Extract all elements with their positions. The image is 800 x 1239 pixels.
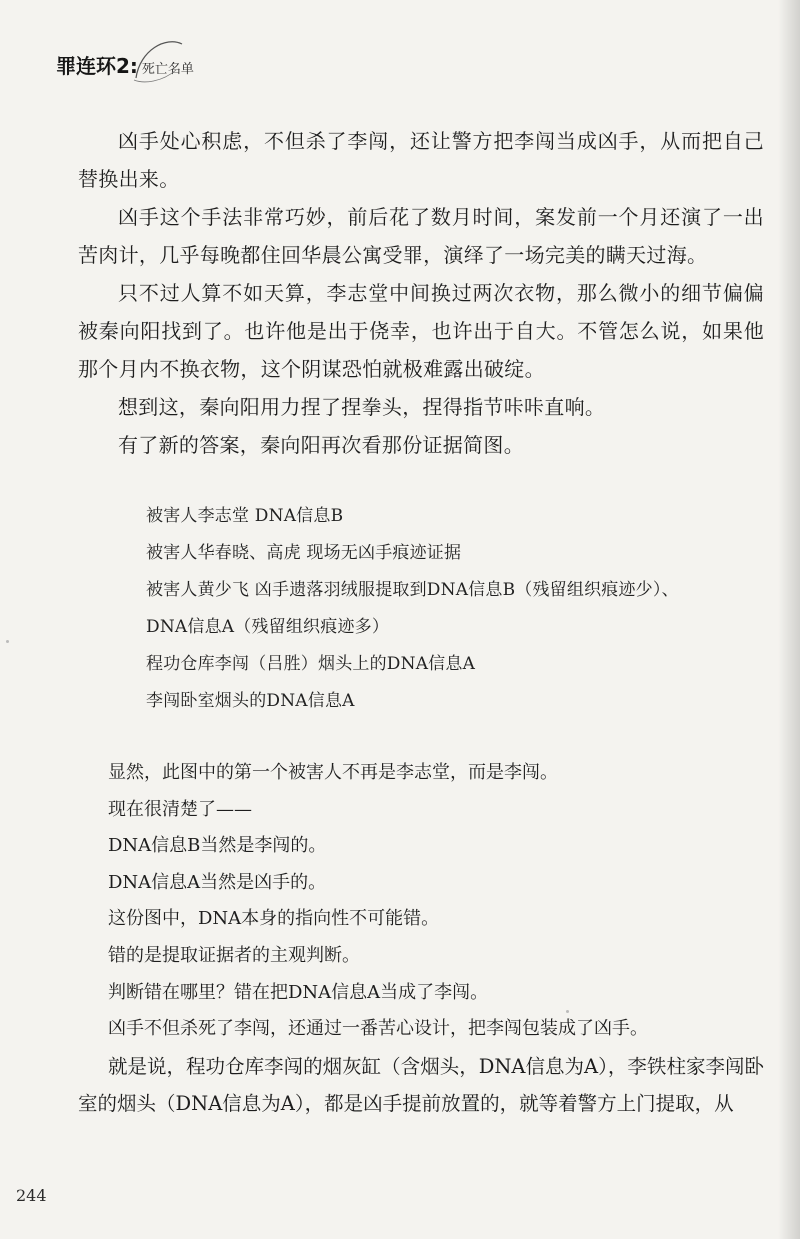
body-text-upper — [78, 122, 764, 464]
body-text-lower — [78, 755, 764, 1122]
book-title: 罪连环2: — [56, 53, 138, 78]
paper-speck — [6, 640, 9, 643]
evidence-line: 被害人黄少飞 凶手遗落羽绒服提取到DNA信息B（残留组织痕迹少）、 — [146, 580, 679, 600]
paragraph: 只不过人算不如天算，李志堂中间换过两次衣物，那么微小的细节偏偏被秦向阳找到了。也许他是出于侥幸，也许出于自大。不管怎么说，如果他那个月内不换衣物，这个阴谋恐怕就极难露出破绽。 — [78, 281, 764, 381]
book-subtitle: 死亡名单 — [141, 61, 194, 77]
evidence-diagram-list — [146, 498, 786, 720]
evidence-line: 程功仓库李闯（吕胜）烟头上的DNA信息A — [146, 654, 476, 674]
text-line: 错的是提取证据者的主观判断。 — [108, 944, 360, 966]
text-line: 凶手不但杀死了李闯，还通过一番苦心设计，把李闯包装成了凶手。 — [108, 1018, 648, 1040]
paper-speck — [566, 1010, 569, 1013]
header-ornament-icon — [126, 30, 186, 90]
paragraph: 凶手处心积虑，不但杀了李闯，还让警方把李闯当成凶手，从而把自己替换出来。 — [78, 129, 764, 191]
running-header — [56, 44, 194, 84]
paragraph: 有了新的答案，秦向阳再次看那份证据简图。 — [118, 433, 524, 457]
text-line: 显然，此图中的第一个被害人不再是李志堂，而是李闯。 — [108, 762, 558, 783]
page-number: 244 — [16, 1186, 47, 1205]
evidence-line: DNA信息A（残留组织痕迹多） — [146, 617, 390, 637]
paragraph: 凶手这个手法非常巧妙，前后花了数月时间，案发前一个月还演了一出苦肉计，几乎每晚都住回华晨公寓受罪，演绎了一场完美的瞒天过海。 — [78, 205, 764, 267]
evidence-line: 李闯卧室烟头的DNA信息A — [146, 691, 355, 711]
paragraph: 想到这，秦向阳用力捏了捏拳头，捏得指节咔咔直响。 — [118, 395, 606, 419]
text-line: 判断错在哪里？错在把DNA信息A当成了李闯。 — [108, 981, 489, 1003]
text-line: 这份图中，DNA本身的指向性不可能错。 — [108, 908, 440, 930]
text-line: 现在很清楚了—— — [108, 798, 252, 820]
text-line: DNA信息A当然是凶手的。 — [108, 871, 327, 893]
evidence-line: 被害人李志堂 DNA信息B — [146, 506, 344, 526]
evidence-line: 被害人华春晓、高虎 现场无凶手痕迹证据 — [146, 543, 462, 563]
paragraph: 就是说，程功仓库李闯的烟灰缸（含烟头，DNA信息为A），李铁柱家李闯卧室的烟头（DNA信息为A），都是凶手提前放置的，就等着警方上门提取，从 — [78, 1054, 764, 1115]
text-line: DNA信息B当然是李闯的。 — [108, 835, 327, 857]
